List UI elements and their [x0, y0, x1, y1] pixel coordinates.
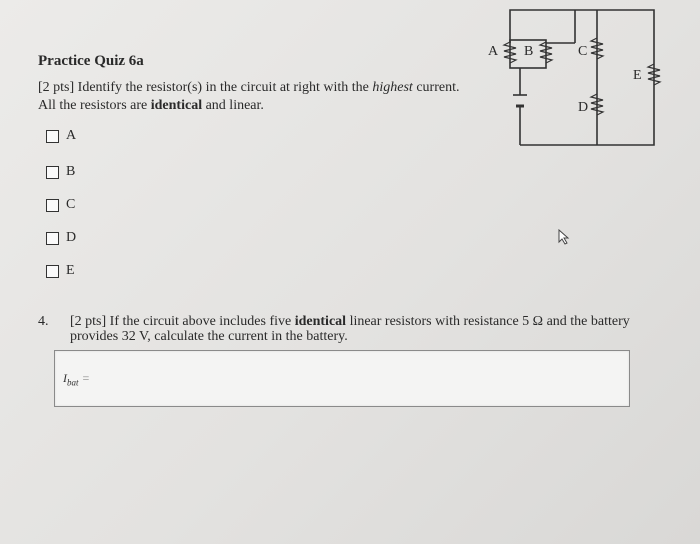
question-4-text — [70, 314, 650, 344]
option-a[interactable] — [46, 128, 76, 144]
answer-equals-sign: = — [82, 371, 90, 385]
quiz-title: Practice Quiz 6a — [38, 53, 144, 69]
option-b[interactable] — [46, 164, 75, 180]
battery-icon — [513, 95, 527, 106]
option-e[interactable] — [46, 263, 75, 279]
option-a-checkbox[interactable] — [46, 130, 59, 143]
mouse-cursor-icon — [557, 229, 571, 245]
question-emphasis: highest — [372, 80, 413, 95]
circuit-diagram — [480, 8, 670, 153]
option-c-checkbox[interactable] — [46, 199, 59, 212]
resistor-c-label: C — [578, 44, 588, 59]
resistor-d-label: D — [578, 100, 589, 115]
question-text — [38, 79, 478, 115]
answer-input-box[interactable] — [54, 350, 630, 407]
question-4-number: 4. — [38, 314, 49, 329]
question-text-part2: current. All the resistors are — [38, 80, 460, 113]
option-d[interactable] — [46, 230, 76, 246]
option-d-label: D — [66, 230, 77, 245]
question-text-part1: Identify the resistor(s) in the circuit at right with the — [77, 80, 373, 95]
question-4-text-part1: If the circuit above includes five — [106, 314, 295, 329]
option-a-label: A — [66, 128, 77, 143]
question-text-part3: and linear. — [202, 98, 264, 113]
answer-label-base: I — [63, 371, 67, 385]
question-4-bold: identical — [294, 314, 347, 329]
question-4-points: [2 pts] — [70, 314, 107, 329]
option-b-label: B — [66, 164, 76, 179]
option-d-checkbox[interactable] — [46, 232, 59, 245]
option-c-label: C — [66, 197, 76, 212]
answer-label — [63, 371, 89, 387]
question-points: [2 pts] — [38, 80, 75, 95]
question-bold: identical — [150, 98, 203, 113]
option-e-checkbox[interactable] — [46, 265, 59, 278]
option-b-checkbox[interactable] — [46, 166, 59, 179]
option-e-label: E — [66, 263, 75, 278]
resistor-b-label: B — [524, 44, 534, 59]
answer-label-subscript: bat — [67, 377, 79, 388]
resistor-e-label: E — [633, 68, 642, 83]
option-c[interactable] — [46, 197, 75, 213]
question-4-text-part2: linear resistors with resistance 5 Ω and the battery provides 32 V, calculate the current in the battery. — [70, 314, 630, 344]
resistor-a-label: A — [488, 44, 499, 59]
